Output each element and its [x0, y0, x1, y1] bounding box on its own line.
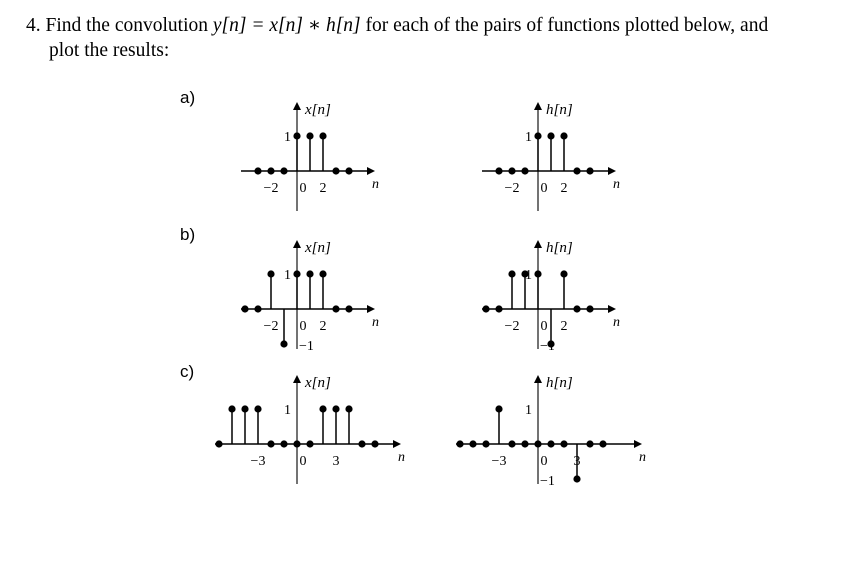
- part2-plot0-tick-1: 0: [299, 454, 307, 469]
- part2-plot1-n-axis-arrow: [634, 440, 642, 448]
- part2-plot0-n-axis-arrow: [393, 440, 401, 448]
- part2-plot0-stem-dot-3: [254, 405, 261, 412]
- part1-plot1-stem-dot-4: [534, 270, 541, 277]
- part0-plot1-stem-dot-7: [586, 167, 593, 174]
- part0-plot0-stem-dot-2: [280, 167, 287, 174]
- part1-plot1-n-label: n: [613, 315, 620, 330]
- part2-plot1-tick-2: 3: [573, 454, 581, 469]
- part0-plot0-tick-0: −2: [263, 181, 279, 196]
- part0-plot0-title: x[n]: [305, 102, 331, 118]
- part0-plot1-n-axis-arrow: [608, 167, 616, 175]
- part2-plot1-stem-dot-0: [456, 440, 463, 447]
- part0-plot1-n-label: n: [613, 177, 620, 192]
- part-label-a: a): [180, 88, 196, 107]
- part1-plot1-tick-0: −2: [504, 319, 520, 334]
- part1-plot0-stem-dot-3: [280, 340, 287, 347]
- part0-plot1-stem-dot-2: [521, 167, 528, 174]
- part2-plot1-stem-dot-7: [547, 440, 554, 447]
- part2-plot1-title: h[n]: [546, 375, 573, 391]
- problem-text-before: Find the convolution: [45, 15, 208, 36]
- part-label-c: c): [180, 362, 195, 381]
- part1-plot0-n-label: n: [372, 315, 379, 330]
- part2-plot1-tick-1: 0: [540, 454, 548, 469]
- part2-plot1-amplitude-axis-arrow: [534, 375, 542, 383]
- part2-plot1-stem-dot-4: [508, 440, 515, 447]
- part1-plot1-title: h[n]: [546, 240, 573, 256]
- part2-plot1-stem-dot-2: [482, 440, 489, 447]
- part1-plot0-one-label: 1: [284, 268, 291, 283]
- part0-plot1-tick-1: 0: [540, 181, 548, 196]
- part0-plot0-tick-1: 0: [299, 181, 307, 196]
- part0-plot1-stem-dot-1: [508, 167, 515, 174]
- part2-plot0-stem-dot-7: [306, 440, 313, 447]
- part0-plot0-n-label: n: [372, 177, 379, 192]
- part0-plot0-stem-dot-0: [254, 167, 261, 174]
- part2-plot0-stem-dot-10: [345, 405, 352, 412]
- part1-plot0-n-axis-arrow: [367, 305, 375, 313]
- part2-plot0-title: x[n]: [305, 375, 331, 391]
- part0-plot1-one-label: 1: [525, 130, 532, 145]
- part1-plot0-stem-dot-7: [332, 305, 339, 312]
- part1-plot1-minus-one-label: −1: [540, 339, 555, 354]
- part0-plot1-tick-0: −2: [504, 181, 520, 196]
- part2-plot0-stem-dot-11: [358, 440, 365, 447]
- part1-plot0-stem-dot-0: [241, 305, 248, 312]
- part2-plot0-stem-dot-4: [267, 440, 274, 447]
- part2-plot0-stem-dot-1: [228, 405, 235, 412]
- part0-plot0-stem-dot-6: [332, 167, 339, 174]
- part0-plot0-tick-2: 2: [319, 181, 327, 196]
- part1-plot0-tick-1: 0: [299, 319, 307, 334]
- part2-plot0-stem-dot-8: [319, 405, 326, 412]
- part0-plot0-amplitude-axis-arrow: [293, 102, 301, 110]
- part1-plot1-stem-dot-1: [495, 305, 502, 312]
- part1-plot0-stem-dot-4: [293, 270, 300, 277]
- part1-plot0-tick-2: 2: [319, 319, 327, 334]
- part2-plot0-stem-dot-2: [241, 405, 248, 412]
- part0-plot0-stem-dot-3: [293, 132, 300, 139]
- part0-plot1-stem-dot-4: [547, 132, 554, 139]
- part1-plot1-stem-dot-8: [586, 305, 593, 312]
- problem-statement-line2: plot the results:: [49, 40, 170, 61]
- part1-plot1-stem-dot-7: [573, 305, 580, 312]
- part2-plot0-stem-dot-9: [332, 405, 339, 412]
- part1-plot1-one-label: 1: [525, 268, 532, 283]
- part2-plot1-minus-one-label: −1: [540, 474, 555, 489]
- part2-plot0-stem-dot-0: [215, 440, 222, 447]
- part0-plot1-stem-dot-0: [495, 167, 502, 174]
- part0-plot1-stem-dot-5: [560, 132, 567, 139]
- part0-plot1-tick-2: 2: [560, 181, 568, 196]
- part0-plot0-stem-dot-1: [267, 167, 274, 174]
- part2-plot0-stem-dot-6: [293, 440, 300, 447]
- convolution-equation: y[n] = x[n] ∗ h[n]: [212, 15, 361, 36]
- part1-plot0-stem-dot-2: [267, 270, 274, 277]
- part0-plot1-stem-dot-3: [534, 132, 541, 139]
- part2-plot1-stem-dot-9: [573, 475, 580, 482]
- part2-plot1-stem-dot-11: [599, 440, 606, 447]
- part2-plot1-stem-dot-1: [469, 440, 476, 447]
- part2-plot1-stem-dot-5: [521, 440, 528, 447]
- part2-plot1-stem-dot-10: [586, 440, 593, 447]
- part1-plot0-minus-one-label: −1: [299, 339, 314, 354]
- part0-plot0-stem-dot-7: [345, 167, 352, 174]
- part0-plot1-title: h[n]: [546, 102, 573, 118]
- part2-plot1-stem-dot-3: [495, 405, 502, 412]
- part1-plot1-n-axis-arrow: [608, 305, 616, 313]
- problem-text-after: for each of the pairs of functions plotted below, and: [365, 15, 769, 36]
- part1-plot1-stem-dot-6: [560, 270, 567, 277]
- part0-plot1-amplitude-axis-arrow: [534, 102, 542, 110]
- part2-plot1-one-label: 1: [525, 403, 532, 418]
- part2-plot0-n-label: n: [398, 450, 405, 465]
- part2-plot0-one-label: 1: [284, 403, 291, 418]
- part2-plot1-n-label: n: [639, 450, 646, 465]
- part1-plot0-stem-dot-5: [306, 270, 313, 277]
- part1-plot0-stem-dot-8: [345, 305, 352, 312]
- part1-plot1-tick-2: 2: [560, 319, 568, 334]
- part1-plot1-stem-dot-2: [508, 270, 515, 277]
- part2-plot0-tick-0: −3: [250, 454, 266, 469]
- part1-plot1-stem-dot-0: [482, 305, 489, 312]
- part1-plot0-tick-0: −2: [263, 319, 279, 334]
- part2-plot1-stem-dot-6: [534, 440, 541, 447]
- part2-plot0-tick-2: 3: [332, 454, 340, 469]
- part1-plot0-stem-dot-1: [254, 305, 261, 312]
- part2-plot1-stem-dot-8: [560, 440, 567, 447]
- part2-plot0-amplitude-axis-arrow: [293, 375, 301, 383]
- part1-plot0-title: x[n]: [305, 240, 331, 256]
- part1-plot1-tick-1: 0: [540, 319, 548, 334]
- part2-plot1-tick-0: −3: [491, 454, 507, 469]
- part0-plot0-stem-dot-5: [319, 132, 326, 139]
- part0-plot0-n-axis-arrow: [367, 167, 375, 175]
- part1-plot1-amplitude-axis-arrow: [534, 240, 542, 248]
- part0-plot1-stem-dot-6: [573, 167, 580, 174]
- part0-plot0-stem-dot-4: [306, 132, 313, 139]
- part2-plot0-stem-dot-12: [371, 440, 378, 447]
- part1-plot0-stem-dot-6: [319, 270, 326, 277]
- part2-plot0-stem-dot-5: [280, 440, 287, 447]
- part0-plot0-one-label: 1: [284, 130, 291, 145]
- problem-number: 4.: [26, 15, 41, 36]
- part-label-b: b): [180, 225, 196, 244]
- part1-plot0-amplitude-axis-arrow: [293, 240, 301, 248]
